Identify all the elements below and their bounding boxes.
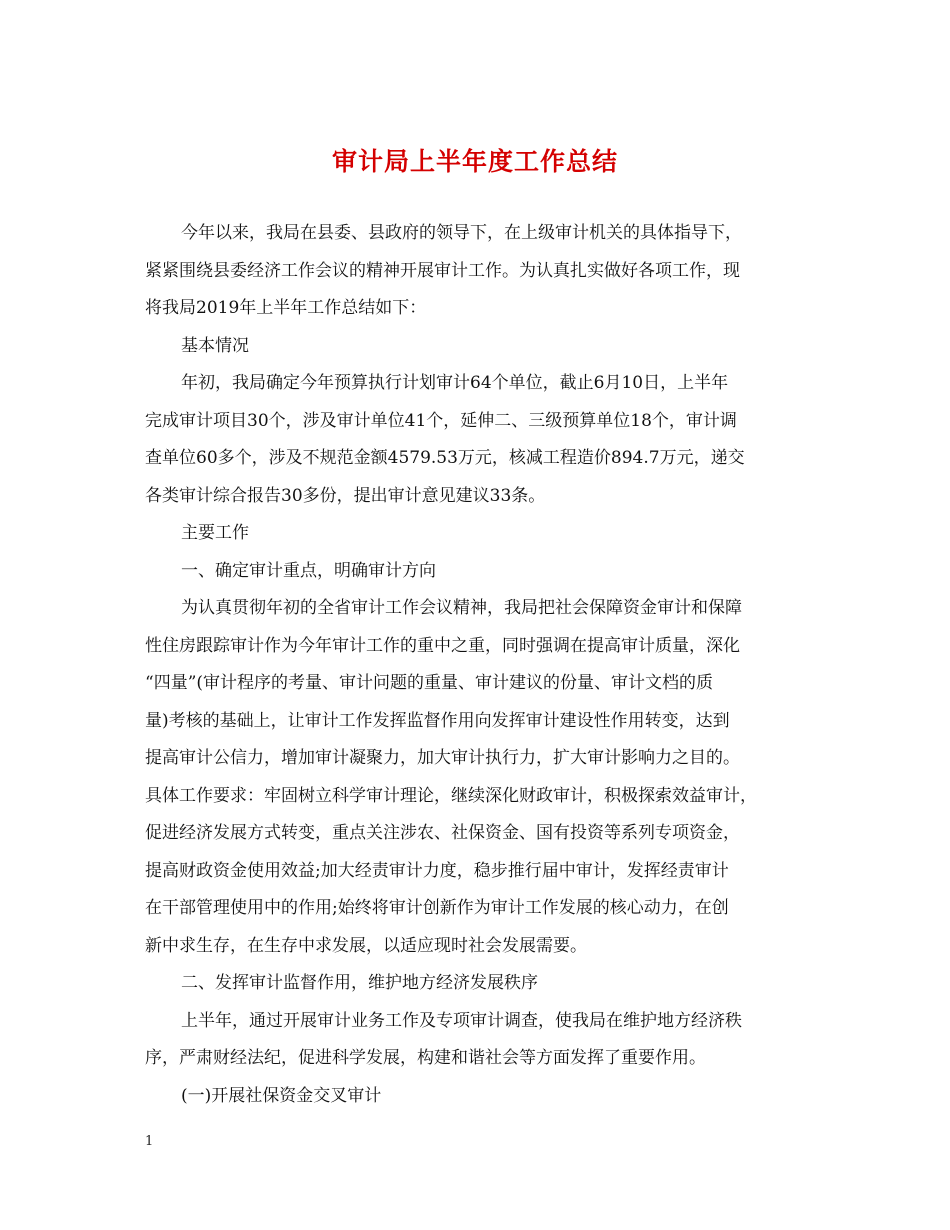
text-line: 二、发挥审计监督作用，维护地方经济发展秩序 — [181, 973, 538, 993]
text-line: 为认真贯彻年初的全省审计工作会议精神，我局把社会保障资金审计和保障 — [181, 598, 742, 618]
text-line: 各类审计综合报告30多份，提出审计意见建议33条。 — [145, 485, 546, 506]
text-line: “四量”(审计程序的考量、审计问题的重量、审计建议的份量、审计文档的质 — [145, 673, 714, 693]
text-line: 具体工作要求：牢固树立科学审计理论，继续深化财政审计，积极探索效益审计， — [145, 785, 757, 806]
text-line: 提高财政资金使用效益;加大经责审计力度，稳步推行届中审计，发挥经责审计 — [145, 860, 729, 881]
text-line: 主要工作 — [181, 523, 249, 543]
text-line: 促进经济发展方式转变，重点关注涉农、社保资金、国有投资等系列专项资金， — [145, 823, 740, 843]
text-line: 性住房跟踪审计作为今年审计工作的重中之重，同时强调在提高审计质量，深化 — [145, 635, 740, 656]
text-line: 基本情况 — [181, 335, 249, 356]
text-line: 今年以来，我局在县委、县政府的领导下，在上级审计机关的具体指导下， — [181, 223, 742, 243]
text-line: 紧紧围绕县委经济工作会议的精神开展审计工作。为认真扎实做好各项工作，现 — [145, 260, 740, 281]
text-line: 上半年，通过开展审计业务工作及专项审计调查，使我局在维护地方经济秩 — [181, 1010, 742, 1031]
text-line: 查单位60多个，涉及不规范金额4579.53万元，核减工程造价894.7万元，递交 — [145, 448, 745, 468]
text-line: 年初，我局确定今年预算执行计划审计64个单位，截止6月10日，上半年 — [181, 373, 729, 393]
document-title: 审计局上半年度工作总结 — [331, 147, 618, 176]
text-line: 序，严肃财经法纪，促进科学发展，构建和谐社会等方面发挥了重要作用。 — [145, 1048, 706, 1068]
text-line: 完成审计项目30个，涉及审计单位41个，延伸二、三级预算单位18个，审计调 — [145, 410, 737, 431]
document-body — [145, 215, 805, 1115]
page-number: 1 — [145, 1134, 154, 1149]
text-line: 量)考核的基础上，让审计工作发挥监督作用向发挥审计建设性作用转变，达到 — [145, 710, 730, 731]
text-line: 一、确定审计重点，明确审计方向 — [181, 560, 436, 581]
text-line: 提高审计公信力，增加审计凝聚力，加大审计执行力，扩大审计影响力之目的。 — [145, 748, 740, 768]
text-line: 将我局2019年上半年工作总结如下： — [145, 298, 427, 318]
text-line: 新中求生存，在生存中求发展，以适应现时社会发展需要。 — [145, 935, 587, 956]
text-line: 在干部管理使用中的作用;始终将审计创新作为审计工作发展的核心动力，在创 — [145, 898, 729, 918]
text-line: (一)开展社保资金交叉审计 — [181, 1085, 382, 1106]
